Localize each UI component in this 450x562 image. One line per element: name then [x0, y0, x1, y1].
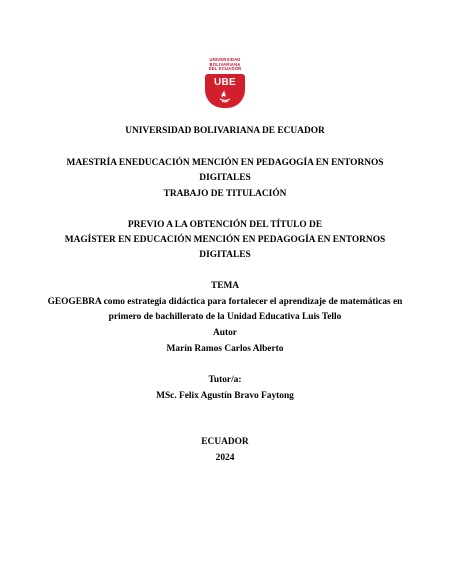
logo-text-line-1: UNIVERSIDAD [209, 57, 241, 62]
degree-line-1: PREVIO A LA OBTENCIÓN DEL TÍTULO DE [127, 220, 323, 230]
year: 2024 [215, 453, 235, 463]
topic-line-1: GEOGEBRA como estrategia didáctica para fortalecer el aprendizaje de matemáticas en [47, 297, 403, 307]
torch-emblem-icon [217, 89, 233, 103]
university-name: UNIVERSIDAD BOLIVARIANA DE ECUADOR [125, 126, 325, 136]
place: ECUADOR [201, 437, 249, 447]
program-line-2: DIGITALES [199, 173, 251, 183]
topic-line-2: primero de bachillerato de la Unidad Educativa Luis Tello [108, 312, 342, 322]
program-line-3: TRABAJO DE TITULACIÓN [163, 189, 287, 199]
logo-abbreviation: UBE [213, 76, 236, 88]
university-logo [203, 58, 247, 116]
author-name: Marín Ramos Carlos Alberto [166, 344, 284, 354]
topic-heading: TEMA [210, 281, 240, 291]
degree-line-3: DIGITALES [199, 250, 251, 260]
tutor-heading: Tutor/a: [208, 375, 242, 385]
logo-text-line-3: DEL ECUADOR [208, 66, 242, 72]
logo-text-line-2: BOLIVARIANA [209, 61, 241, 67]
tutor-name: MSc. Felix Agustín Bravo Faytong [156, 391, 294, 401]
program-line-1: MAESTRÍA ENEDUCACIÓN MENCIÓN EN PEDAGOGÍA EN ENTORNOS [66, 158, 384, 168]
author-heading: Autor [213, 328, 237, 338]
logo-seal [205, 74, 245, 108]
degree-line-2: MAGÍSTER EN EDUCACIÓN MENCIÓN EN PEDAGOGÍA EN ENTORNOS [64, 235, 386, 245]
